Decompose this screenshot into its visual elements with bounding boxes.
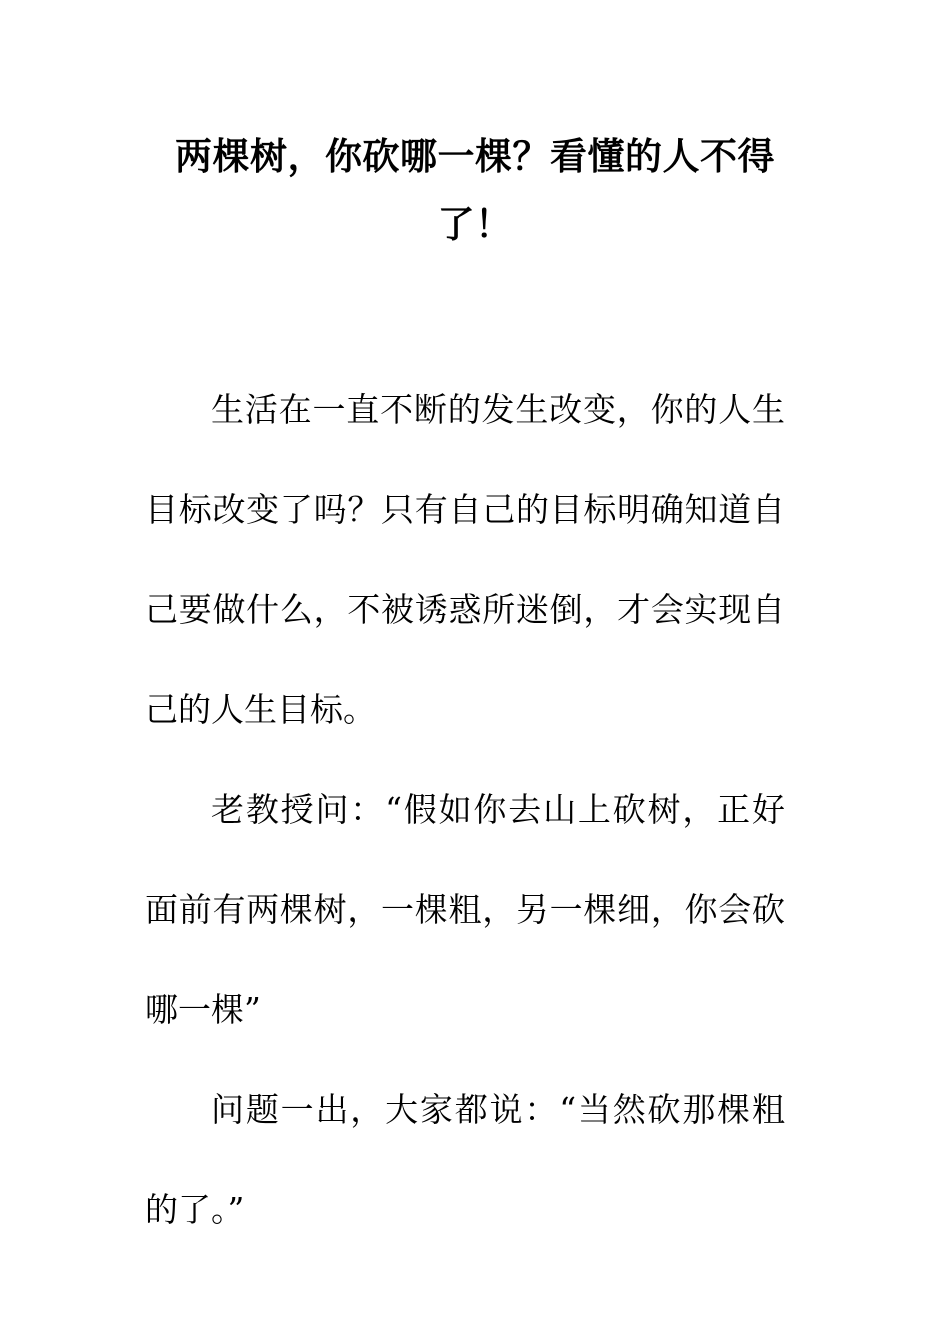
paragraph-3: 问题一出，大家都说：“当然砍那棵粗的了。” <box>145 1090 785 1229</box>
article-body <box>145 360 785 1260</box>
article-title: 两棵树，你砍哪一棵？看懂的人不得了！ <box>175 134 775 246</box>
paragraph-2: 老教授问：“假如你去山上砍树，正好面前有两棵树，一棵粗，另一棵细，你会砍哪一棵” <box>145 790 785 1029</box>
paragraph-1: 生活在一直不断的发生改变，你的人生目标改变了吗？只有自己的目标明确知道自己要做什么，不被诱惑所迷倒，才会实现自己的人生目标。 <box>145 390 785 729</box>
